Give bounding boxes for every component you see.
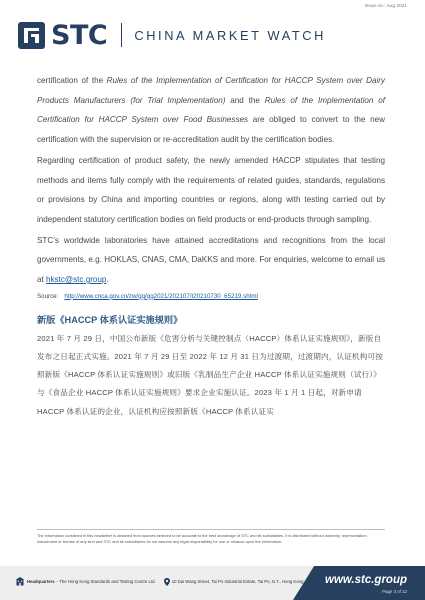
disclaimer: The information contained in this newsletter is obtained from sources believed to be accurate to the best knowledge of STC and its subsidiaries. It is distributed without warranty, representation, inducement or license of any kind and STC and its subsidiaries do not assume any legal responsibility for use or reliance upon the information.	[37, 533, 368, 544]
cn-section-heading: 新版《HACCP 体系认证实施规则》	[37, 314, 183, 325]
source-line	[37, 293, 385, 300]
paragraph-stc-labs: STC’s worldwide laboratories have attained accreditations and recognitions from the local governments, e.g. HOKLAS, CNAS, CMA, DaKKS and more. For enquiries, welcome to email us at hkstc@stc.group.	[37, 235, 385, 285]
page-footer	[0, 566, 425, 600]
hq-org: - The Hong Kong Standards and Testing Centre Ltd.	[56, 579, 156, 584]
paragraph-product-safety: Regarding certification of product safety, the newly amended HACCP stipulates that testing methods and items fully comply with the requirements of related guides, standards, regulations or provisions by China and importing countries or regions, along with testing carried out by independent statutory certification bodies on field products or end-products through sampling.	[37, 155, 385, 224]
stc-logo-icon	[18, 22, 45, 49]
hq-address: 10 Dai Wang Street, Tai Po Industrial Estate, Tai Po, N.T., Hong Kong	[171, 579, 304, 584]
article-content	[37, 71, 385, 421]
rules-food-title: Rules of the Implementation of Certification for HACCP System over Food Businesses	[37, 95, 385, 125]
issue-number: Issue no.: Aug 2021	[364, 4, 407, 9]
cn-section-body: 2021 年 7 月 29 日，中国公布新版《危害分析与关键控制点（HACCP）体系认证实施规则》，新版自发布之日起正式实施。2021 年 7 月 29 日至 2022 年 12 月 31 日为过渡期，过渡期内，认证机构可按照新版《HACCP 体系认证实施规则》或旧版《乳制品生产企业 HACCP 体系认证实施规则（试行）》与《食品企业 HACCP 体系认证实施规则》要求企业实施认证。2023 年 1 月 1 日起，对新申请 HACCP 体系认证的企业，认证机构应按照新版《HACCP 体系认证实	[37, 333, 383, 416]
page-number: Page 3 of 12	[382, 589, 407, 594]
rules-dairy-title: Rules of the Implementation of Certification for HACCP System over Dairy Products Manufacturers (for Trial Implementation)	[37, 76, 385, 105]
building-icon	[16, 577, 24, 586]
source-link[interactable]: http://www.cnca.gov.cn/zw/gg/gg2021/202107/t20210730_65219.shtml	[64, 292, 258, 300]
page-header	[18, 14, 407, 56]
footer-contact	[16, 577, 303, 586]
disclaimer-divider	[37, 529, 385, 530]
email-link[interactable]: hkstc@stc.group	[46, 275, 107, 285]
hq-label: Headquarters	[27, 579, 55, 584]
logo-text: STC	[51, 19, 108, 51]
header-divider	[121, 23, 122, 47]
source-label: Source:	[37, 292, 59, 300]
paragraph-certification: certification of the Rules of the Implementation of Certification for HACCP System over Dairy Products Manufacturers (for Trial Implementation) and the Rules of the Implementation of Certification for HACCP System over Food Businesses are obliged to convert to the new certification with the supervision or re-accreditation audit by the certification bodies.	[37, 76, 385, 145]
newsletter-title: CHINA MARKET WATCH	[134, 27, 326, 43]
location-pin-icon	[164, 578, 170, 586]
website-link[interactable]: www.stc.group	[325, 574, 407, 586]
